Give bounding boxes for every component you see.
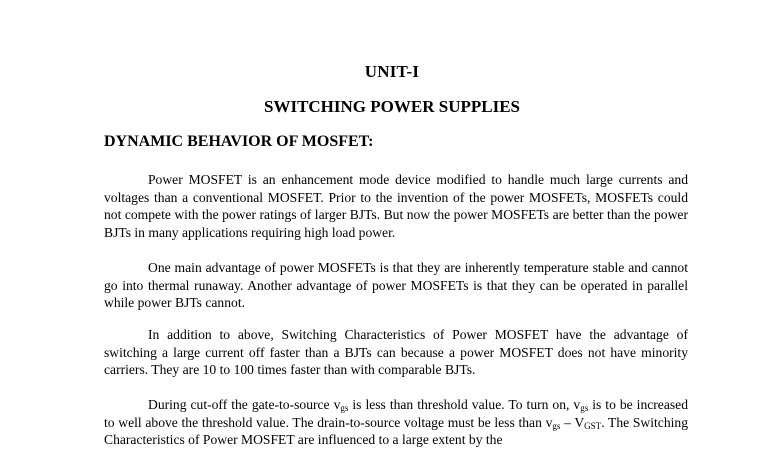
subscript-gs-1: gs xyxy=(340,403,349,413)
paragraph-power-mosfet-intro: Power MOSFET is an enhancement mode device modified to handle much large currents and voltages than a conventional MOSFET. Prior to the invention of the power MOSFETs, MOSFETs could not compete with the power ratings of larger BJTs. But now the power MOSFETs are better than the power BJTs in many applications requiring high load power. xyxy=(104,172,688,240)
paragraph-switching: In addition to above, Switching Characteristics of Power MOSFET have the advantage of switching a large current off faster than a BJTs can because a power MOSFET does not have minority carriers. They are 10 to 100 times faster than with comparable BJTs. xyxy=(104,327,688,377)
unit-heading: UNIT-I xyxy=(364,62,420,81)
cutoff-text-1: During cut-off the gate-to-source v xyxy=(148,397,341,412)
cutoff-text-4: – V xyxy=(560,414,585,430)
cutoff-text-2: is less than threshold value. To turn on, v xyxy=(348,397,581,412)
page-title: SWITCHING POWER SUPPLIES xyxy=(264,97,520,116)
cutoff-text-3: is to be increased to well above the threshold value. The drain-to-source voltage must be less than v xyxy=(104,397,688,430)
cutoff-text-5: . The Switching Characteristics of Power MOSFET are influenced to a large extent by the xyxy=(104,414,689,447)
paragraph-advantages: One main advantage of power MOSFETs is that they are inherently temperature stable and cannot go into thermal runaway. Another advantage of power MOSFETs is that they can be operated in parallel while power BJTs cannot. xyxy=(104,260,688,310)
section-heading: DYNAMIC BEHAVIOR OF MOSFET: xyxy=(104,133,374,150)
subscript-gst: GST xyxy=(584,420,602,431)
subscript-gs-2: gs xyxy=(580,403,589,413)
subscript-gs-3: gs xyxy=(552,420,561,431)
